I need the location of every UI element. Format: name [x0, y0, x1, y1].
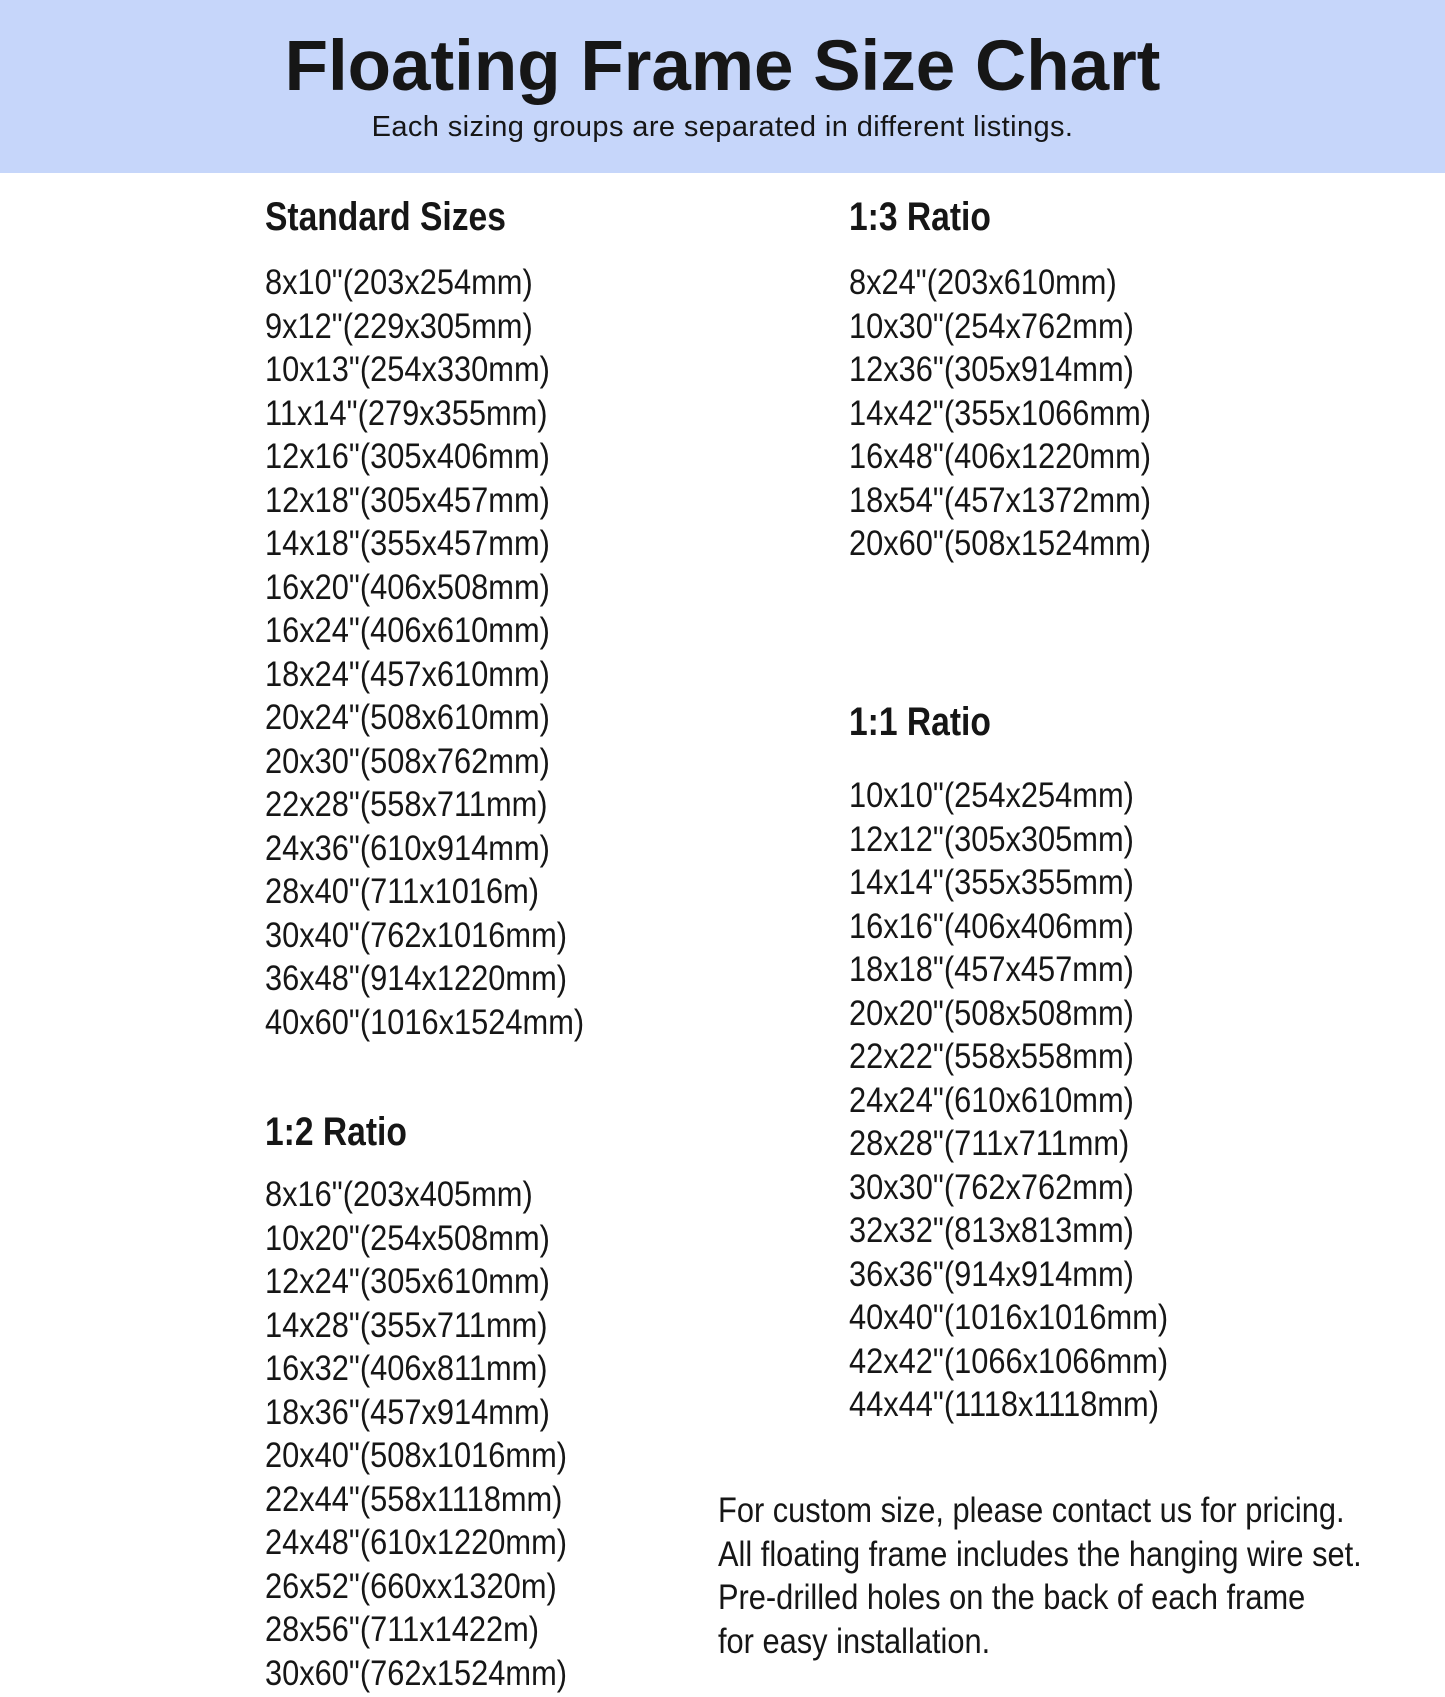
size-item: 16x20"(406x508mm): [265, 567, 550, 607]
size-list-standard: [265, 261, 584, 1044]
size-item: 10x10"(254x254mm): [849, 776, 1134, 815]
section-heading-ratio-1-2: 1:2 Ratio: [265, 1110, 407, 1154]
size-item: 36x48"(914x1220mm): [265, 959, 567, 998]
size-item: 10x30"(254x762mm): [849, 306, 1134, 346]
size-item: 18x18"(457x457mm): [849, 950, 1134, 989]
page-subtitle: Each sizing groups are separated in different listings.: [371, 111, 1074, 143]
size-item: 12x16"(305x406mm): [265, 437, 550, 476]
size-item: 22x28"(558x711mm): [265, 785, 548, 824]
size-item: 18x36"(457x914mm): [265, 1392, 550, 1432]
size-item: 16x16"(406x406mm): [849, 906, 1134, 946]
size-item: 9x12"(229x305mm): [265, 306, 533, 346]
size-item: 28x28"(711x711mm): [849, 1124, 1130, 1163]
custom-size-note: [718, 1489, 1362, 1663]
size-item: 44x44"(1118x1118mm): [849, 1385, 1159, 1424]
section-heading-ratio-1-1: 1:1 Ratio: [849, 700, 991, 744]
size-item: 14x28"(355x711mm): [265, 1305, 548, 1345]
size-item: 20x24"(508x610mm): [265, 698, 550, 737]
size-item: 20x30"(508x762mm): [265, 741, 550, 781]
size-item: 20x20"(508x508mm): [849, 993, 1134, 1033]
size-item: 24x36"(610x914mm): [265, 828, 550, 868]
size-item: 8x16"(203x405mm): [265, 1175, 533, 1214]
size-item: 18x54"(457x1372mm): [849, 480, 1151, 520]
size-item: 16x24"(406x610mm): [265, 611, 550, 650]
size-item: 8x24"(203x610mm): [849, 263, 1117, 302]
size-item: 28x40"(711x1016m): [265, 872, 540, 911]
size-list-ratio-1-2: [265, 1173, 567, 1695]
size-item: 12x18"(305x457mm): [265, 480, 550, 520]
custom-size-note-line: For custom size, please contact us for pricing.: [718, 1491, 1345, 1530]
size-item: 24x48"(610x1220mm): [265, 1523, 567, 1562]
size-item: 11x14"(279x355mm): [265, 393, 548, 433]
size-item: 22x22"(558x558mm): [849, 1037, 1134, 1076]
header-banner: [0, 0, 1445, 173]
size-item: 20x60"(508x1524mm): [849, 524, 1151, 563]
size-item: 30x40"(762x1016mm): [265, 915, 567, 955]
size-item: 30x60"(762x1524mm): [265, 1653, 567, 1693]
size-item: 16x48"(406x1220mm): [849, 437, 1151, 476]
size-item: 32x32"(813x813mm): [849, 1211, 1134, 1250]
size-item: 10x20"(254x508mm): [265, 1218, 550, 1258]
size-item: 10x13"(254x330mm): [265, 350, 550, 389]
size-item: 40x60"(1016x1524mm): [265, 1002, 585, 1042]
size-item: 26x52"(660xx1320m): [265, 1566, 557, 1606]
page-title: Floating Frame Size Chart: [284, 27, 1161, 106]
size-item: 18x24"(457x610mm): [265, 654, 550, 694]
section-heading-standard-sizes: Standard Sizes: [265, 195, 506, 239]
size-item: 14x42"(355x1066mm): [849, 393, 1151, 433]
size-item: 22x44"(558x1118mm): [265, 1479, 563, 1519]
size-item: 24x24"(610x610mm): [849, 1080, 1134, 1120]
size-item: 12x12"(305x305mm): [849, 819, 1134, 859]
size-item: 42x42"(1066x1066mm): [849, 1341, 1169, 1381]
size-item: 28x56"(711x1422m): [265, 1610, 540, 1649]
size-item: 14x14"(355x355mm): [849, 863, 1134, 902]
size-item: 16x32"(406x811mm): [265, 1349, 548, 1388]
size-list-ratio-1-1: [849, 774, 1168, 1427]
size-item: 12x24"(305x610mm): [265, 1262, 550, 1301]
size-item: 14x18"(355x457mm): [265, 524, 550, 563]
custom-size-note-line: All floating frame includes the hanging wire set.: [718, 1534, 1362, 1574]
size-item: 8x10"(203x254mm): [265, 263, 533, 302]
size-item: 40x40"(1016x1016mm): [849, 1298, 1169, 1337]
section-heading-ratio-1-3: 1:3 Ratio: [849, 195, 991, 239]
custom-size-note-line: for easy installation.: [718, 1621, 991, 1661]
custom-size-note-line: Pre-drilled holes on the back of each frame: [718, 1578, 1306, 1617]
size-item: 12x36"(305x914mm): [849, 350, 1134, 389]
size-list-ratio-1-3: [849, 261, 1151, 566]
size-item: 36x36"(914x914mm): [849, 1254, 1134, 1294]
size-item: 20x40"(508x1016mm): [265, 1436, 567, 1475]
size-item: 30x30"(762x762mm): [849, 1167, 1134, 1207]
